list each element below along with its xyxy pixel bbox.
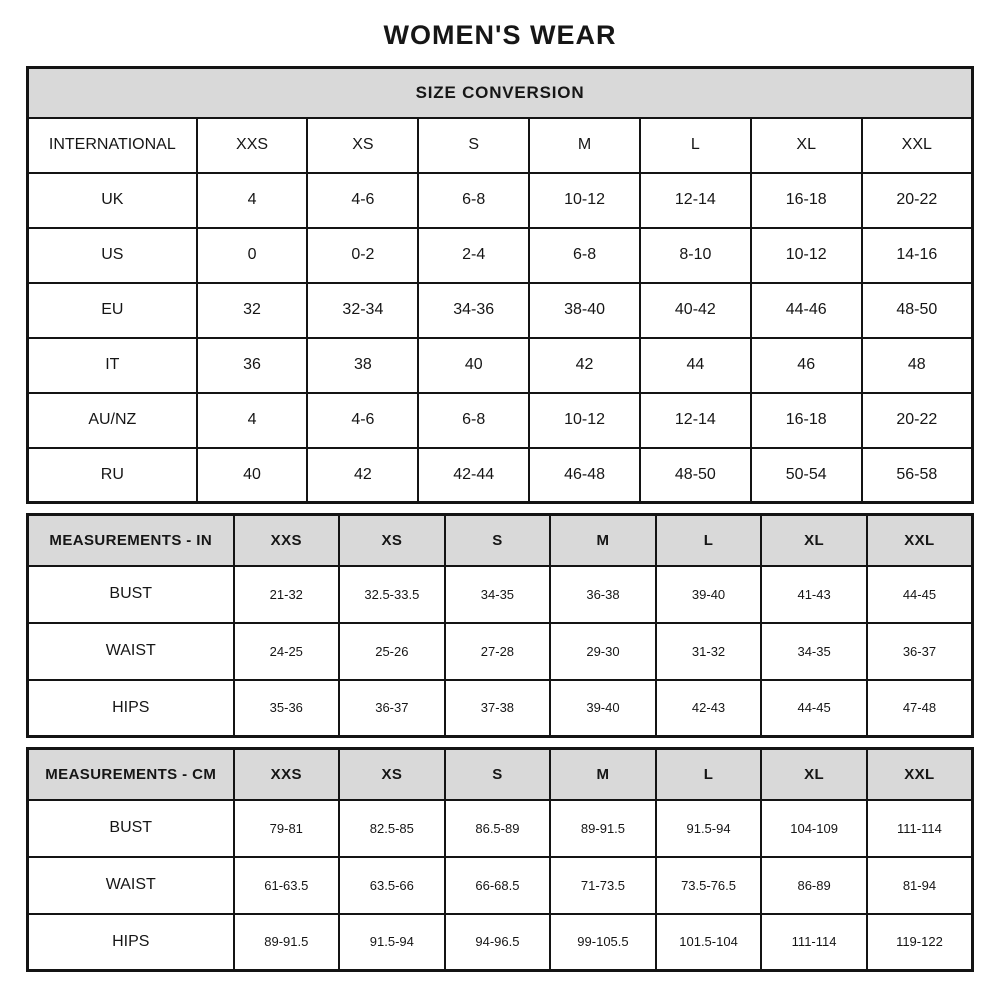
table-cell: 10-12 <box>529 173 640 228</box>
table-cell: 71-73.5 <box>550 857 656 914</box>
table-cell: 35-36 <box>234 680 340 737</box>
table-cell: 0-2 <box>307 228 418 283</box>
table-cell: 39-40 <box>656 566 762 623</box>
table-cell: 42-43 <box>656 680 762 737</box>
size-column-header: M <box>550 515 656 566</box>
table-cell: 48-50 <box>862 283 973 338</box>
table-cell: 79-81 <box>234 800 340 857</box>
table-cell: 24-25 <box>234 623 340 680</box>
size-column-header: M <box>529 118 640 173</box>
table-row <box>28 228 973 283</box>
table-cell: 36-37 <box>867 623 973 680</box>
table-cell: 16-18 <box>751 393 862 448</box>
size-column-header: XL <box>761 749 867 800</box>
measurements-in-table <box>26 513 974 738</box>
table-cell: 44-46 <box>751 283 862 338</box>
table-cell: 40 <box>418 338 529 393</box>
row-label-header: INTERNATIONAL <box>28 118 197 173</box>
size-column-header: XXL <box>867 515 973 566</box>
table-cell: 12-14 <box>640 173 751 228</box>
table-cell: 39-40 <box>550 680 656 737</box>
size-column-header: XL <box>751 118 862 173</box>
table-cell: 89-91.5 <box>550 800 656 857</box>
row-label: AU/NZ <box>28 393 197 448</box>
size-column-header: XXS <box>234 515 340 566</box>
size-column-header: S <box>445 515 551 566</box>
table-cell: 6-8 <box>418 173 529 228</box>
table-cell: 10-12 <box>529 393 640 448</box>
table-cell: 91.5-94 <box>339 914 445 971</box>
table-cell: 111-114 <box>867 800 973 857</box>
table-cell: 6-8 <box>529 228 640 283</box>
table-cell: 8-10 <box>640 228 751 283</box>
table-cell: 4 <box>197 393 308 448</box>
row-label: HIPS <box>28 914 234 971</box>
table-cell: 63.5-66 <box>339 857 445 914</box>
table-cell: 82.5-85 <box>339 800 445 857</box>
row-label-header: MEASUREMENTS - CM <box>28 749 234 800</box>
table-cell: 32.5-33.5 <box>339 566 445 623</box>
table-cell: 21-32 <box>234 566 340 623</box>
table-cell: 36-38 <box>550 566 656 623</box>
table-cell: 34-35 <box>761 623 867 680</box>
size-column-header: S <box>418 118 529 173</box>
table-cell: 42-44 <box>418 448 529 503</box>
table-cell: 41-43 <box>761 566 867 623</box>
measurements-cm-body <box>28 749 973 971</box>
table-cell: 4-6 <box>307 173 418 228</box>
table-cell: 4 <box>197 173 308 228</box>
row-label: WAIST <box>28 623 234 680</box>
table-cell: 32-34 <box>307 283 418 338</box>
table-cell: 44 <box>640 338 751 393</box>
table-cell: 48 <box>862 338 973 393</box>
table-cell: 32 <box>197 283 308 338</box>
table-row <box>28 680 973 737</box>
table-cell: 61-63.5 <box>234 857 340 914</box>
table-cell: 94-96.5 <box>445 914 551 971</box>
row-label: BUST <box>28 800 234 857</box>
table-cell: 42 <box>529 338 640 393</box>
row-label: WAIST <box>28 857 234 914</box>
table-cell: 10-12 <box>751 228 862 283</box>
size-column-header: XL <box>761 515 867 566</box>
page-title: WOMEN'S WEAR <box>383 20 617 50</box>
table-row <box>28 283 973 338</box>
size-column-header: L <box>656 515 762 566</box>
size-column-header: XXS <box>234 749 340 800</box>
table-cell: 40 <box>197 448 308 503</box>
table-cell: 38-40 <box>529 283 640 338</box>
size-column-header: XXL <box>867 749 973 800</box>
row-label: BUST <box>28 566 234 623</box>
table-cell: 12-14 <box>640 393 751 448</box>
table-cell: 27-28 <box>445 623 551 680</box>
banner-row <box>28 68 973 118</box>
table-cell: 104-109 <box>761 800 867 857</box>
table-row <box>28 173 973 228</box>
table-cell: 46-48 <box>529 448 640 503</box>
header-row <box>28 118 973 173</box>
row-label: HIPS <box>28 680 234 737</box>
table-cell: 34-36 <box>418 283 529 338</box>
table-cell: 89-91.5 <box>234 914 340 971</box>
table-cell: 34-35 <box>445 566 551 623</box>
table-cell: 46 <box>751 338 862 393</box>
table-cell: 14-16 <box>862 228 973 283</box>
table-cell: 86.5-89 <box>445 800 551 857</box>
table-cell: 101.5-104 <box>656 914 762 971</box>
table-cell: 40-42 <box>640 283 751 338</box>
table-cell: 56-58 <box>862 448 973 503</box>
table-cell: 31-32 <box>656 623 762 680</box>
table-cell: 36 <box>197 338 308 393</box>
table-cell: 81-94 <box>867 857 973 914</box>
size-column-header: L <box>640 118 751 173</box>
table-cell: 36-37 <box>339 680 445 737</box>
row-label-header: MEASUREMENTS - IN <box>28 515 234 566</box>
size-column-header: XS <box>307 118 418 173</box>
measurements-cm-table <box>26 747 974 972</box>
table-cell: 73.5-76.5 <box>656 857 762 914</box>
table-cell: 111-114 <box>761 914 867 971</box>
size-column-header: S <box>445 749 551 800</box>
table-row <box>28 623 973 680</box>
table-cell: 44-45 <box>867 566 973 623</box>
size-column-header: M <box>550 749 656 800</box>
row-label: US <box>28 228 197 283</box>
table-cell: 0 <box>197 228 308 283</box>
size-conversion-body <box>28 68 973 503</box>
table-cell: 50-54 <box>751 448 862 503</box>
row-label: EU <box>28 283 197 338</box>
table-cell: 20-22 <box>862 393 973 448</box>
table-cell: 16-18 <box>751 173 862 228</box>
table-cell: 66-68.5 <box>445 857 551 914</box>
row-label: IT <box>28 338 197 393</box>
table-cell: 6-8 <box>418 393 529 448</box>
table-cell: 4-6 <box>307 393 418 448</box>
table-row <box>28 857 973 914</box>
row-label: RU <box>28 448 197 503</box>
measurements-in-body <box>28 515 973 737</box>
table-row <box>28 338 973 393</box>
table-cell: 44-45 <box>761 680 867 737</box>
size-column-header: XS <box>339 749 445 800</box>
table-row <box>28 566 973 623</box>
table-cell: 91.5-94 <box>656 800 762 857</box>
size-conversion-table <box>26 66 974 504</box>
table-banner: SIZE CONVERSION <box>28 68 973 118</box>
table-cell: 119-122 <box>867 914 973 971</box>
size-column-header: XXL <box>862 118 973 173</box>
size-column-header: XXS <box>197 118 308 173</box>
table-row <box>28 800 973 857</box>
size-column-header: L <box>656 749 762 800</box>
table-row <box>28 393 973 448</box>
table-cell: 37-38 <box>445 680 551 737</box>
row-label: UK <box>28 173 197 228</box>
table-cell: 25-26 <box>339 623 445 680</box>
table-cell: 86-89 <box>761 857 867 914</box>
header-row <box>28 515 973 566</box>
size-column-header: XS <box>339 515 445 566</box>
table-cell: 47-48 <box>867 680 973 737</box>
table-cell: 38 <box>307 338 418 393</box>
table-cell: 20-22 <box>862 173 973 228</box>
header-row <box>28 749 973 800</box>
table-cell: 99-105.5 <box>550 914 656 971</box>
table-cell: 2-4 <box>418 228 529 283</box>
table-cell: 29-30 <box>550 623 656 680</box>
table-cell: 48-50 <box>640 448 751 503</box>
table-cell: 42 <box>307 448 418 503</box>
table-row <box>28 448 973 503</box>
table-row <box>28 914 973 971</box>
